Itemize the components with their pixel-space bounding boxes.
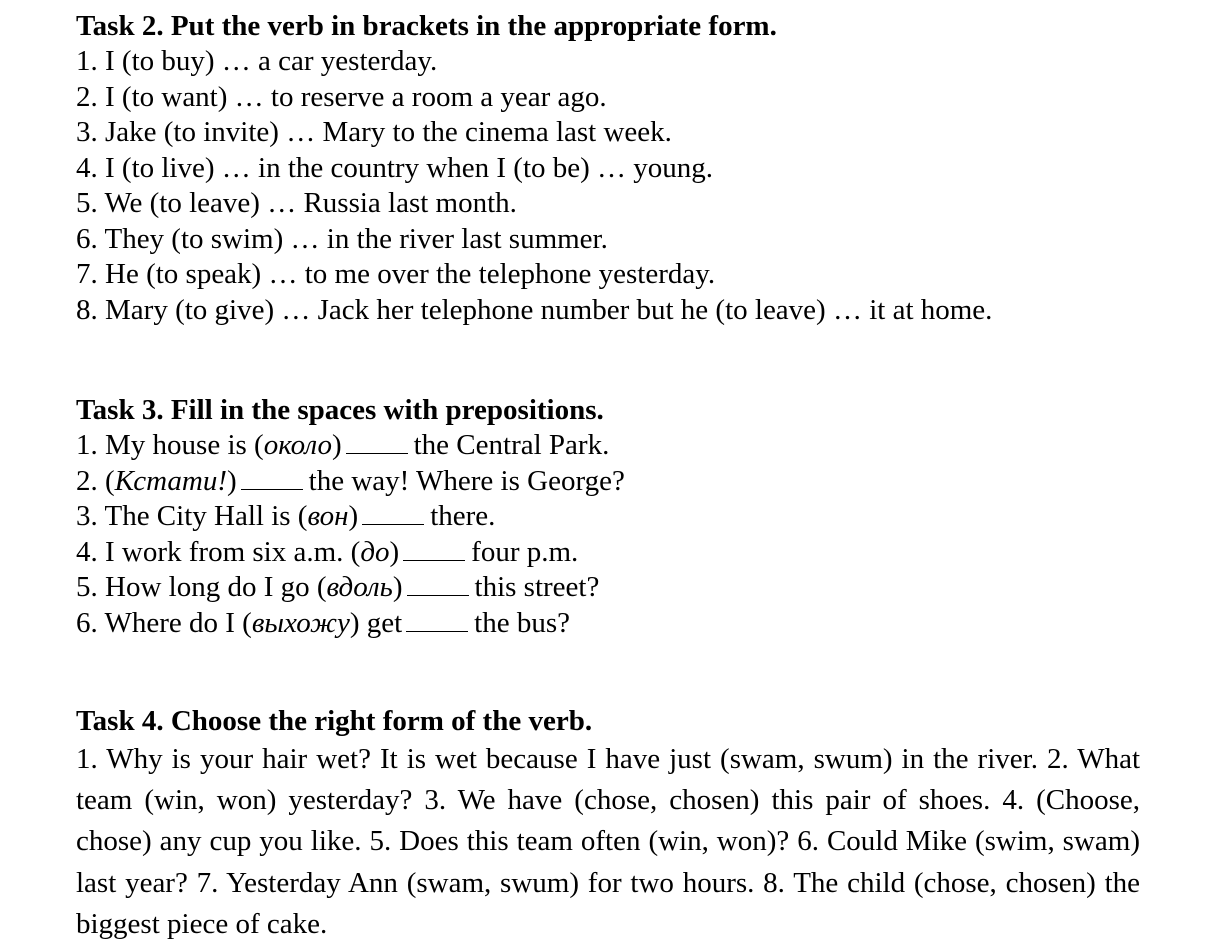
task-2-title: Task 2. Put the verb in brackets in the appropriate form.: [76, 10, 777, 42]
russian-hint: до: [360, 535, 390, 568]
answer-blank[interactable]: [403, 538, 465, 561]
russian-hint: Кстати!: [114, 464, 227, 497]
task-2-item-3: 3. Jake (to invite) … Mary to the cinema last week.: [76, 116, 672, 148]
item-text: four p.m.: [471, 535, 579, 568]
item-text: 5. How long do I go (: [76, 571, 327, 603]
task-2-item-1: 1. I (to buy) … a car yesterday.: [76, 45, 438, 77]
task-2-item-6: 6. They (to swim) … in the river last summer.: [76, 222, 608, 255]
task-3-item-2: [76, 464, 625, 500]
task-3-title: Task 3. Fill in the spaces with prepositions.: [76, 394, 604, 426]
answer-blank[interactable]: [362, 502, 424, 525]
item-text: ): [392, 571, 403, 603]
russian-hint: около: [263, 429, 332, 461]
answer-blank[interactable]: [406, 609, 468, 632]
task-2: [76, 8, 992, 328]
item-text: 4. I work from six a.m. (: [76, 535, 361, 568]
task-2-item-5: 5. We (to leave) … Russia last month.: [76, 187, 517, 219]
task-2-item-7: 7. He (to speak) … to me over the telephone yesterday.: [76, 258, 716, 290]
item-text: 6. Where do I (: [76, 606, 252, 639]
task-3-item-4: [76, 535, 625, 571]
answer-blank[interactable]: [241, 467, 303, 490]
item-text: this street?: [474, 571, 600, 603]
item-text: ): [348, 500, 359, 532]
item-text: 3. The City Hall is (: [76, 500, 308, 532]
task-2-item-8: 8. Mary (to give) … Jack her telephone number but he (to leave) … it at home.: [76, 293, 993, 326]
item-text: the bus?: [474, 606, 571, 639]
item-text: the way! Where is George?: [308, 464, 625, 497]
answer-blank[interactable]: [407, 573, 469, 596]
russian-hint: вдоль: [326, 571, 393, 603]
task-3-item-6: [76, 606, 625, 642]
item-text: ): [226, 464, 237, 497]
item-text: ): [331, 429, 342, 461]
item-text: 1. My house is (: [76, 429, 264, 461]
russian-hint: вон: [307, 500, 349, 532]
item-text: 2. (: [76, 464, 115, 497]
item-text: ) get: [349, 606, 403, 639]
task-3: [76, 392, 625, 641]
task-4-title: Task 4. Choose the right form of the verb.: [76, 705, 593, 737]
item-text: ): [389, 535, 400, 568]
task-3-item-5: [76, 570, 625, 606]
item-text: the Central Park.: [413, 429, 610, 461]
item-text: there.: [430, 500, 496, 532]
task-2-item-4: 4. I (to live) … in the country when I (to be) … young.: [76, 151, 714, 184]
task-4: [76, 703, 1140, 945]
answer-blank[interactable]: [346, 431, 408, 454]
task-3-item-1: [76, 428, 625, 464]
russian-hint: выхожу: [251, 606, 350, 639]
task-3-item-3: [76, 499, 625, 535]
task-2-item-2: 2. I (to want) … to reserve a room a year ago.: [76, 80, 607, 113]
task-4-paragraph: 1. Why is your hair wet? It is wet because I have just (swam, swum) in the river. 2. What team (win, won) yesterday? 3. We have (chose, chosen) this pair of shoes. 4. (Choose, chose) any cup you like. 5. Does this team often (win, won)? 6. Could Mike (swim, swam) last year? 7. Yesterday Ann (swam, swum) for two hours. 8. The child (chose, chosen) the biggest piece of cake.: [76, 743, 1140, 940]
